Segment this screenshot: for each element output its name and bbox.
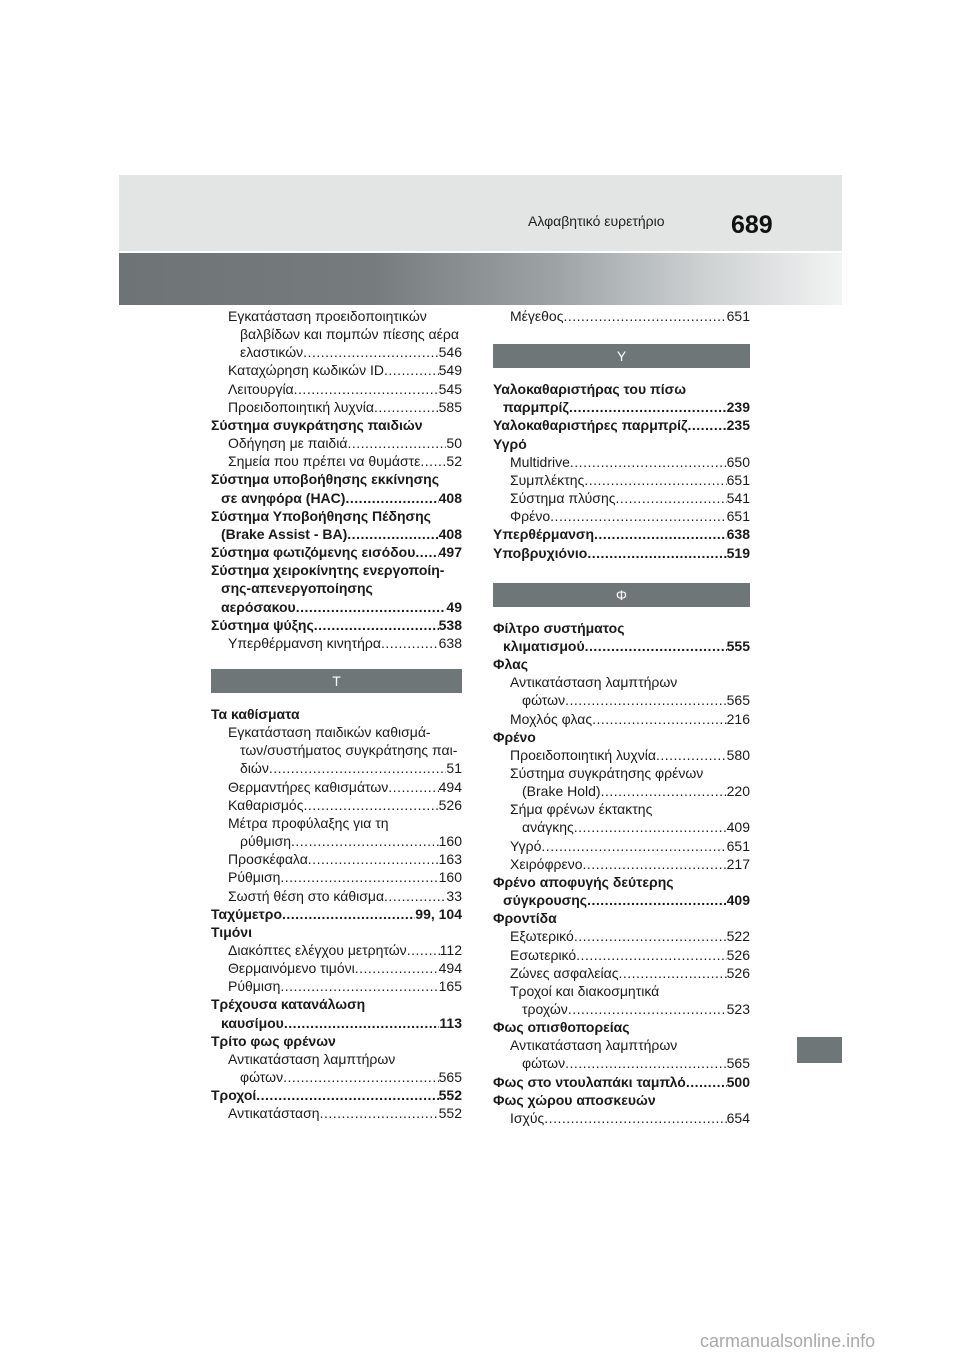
index-heading: σε ανηφόρα (HAC) ..... 408 <box>211 489 462 507</box>
index-entry: τροχών ..... 523 <box>493 1000 750 1018</box>
dot-leader <box>585 637 727 655</box>
index-heading: Υποβρυχιόνιο ..... 519 <box>493 544 750 562</box>
dot-leader <box>388 778 438 796</box>
index-entry: Υπερθέρμανση κινητήρα ..... 638 <box>211 634 462 652</box>
page-ref: 552 <box>438 1087 462 1104</box>
page-ref: 638 <box>726 526 750 543</box>
page-ref: 565 <box>726 1055 750 1072</box>
index-entry: φώτων ..... 565 <box>493 691 750 709</box>
page-ref: 497 <box>438 544 462 561</box>
index-heading: Ταχύμετρο ..... 99, 104 <box>211 905 462 923</box>
index-heading: αερόσακου ..... 49 <box>211 598 462 616</box>
dot-leader <box>656 746 727 764</box>
index-entry: Τροχοί και διακοσμητικά <box>510 982 660 999</box>
page-ref: 408 <box>438 525 462 542</box>
index-heading: Φρένο <box>493 728 536 745</box>
page-ref: 552 <box>438 1105 462 1122</box>
dot-leader <box>407 941 440 959</box>
dot-leader <box>415 543 438 561</box>
dot-leader <box>594 525 727 543</box>
dot-leader <box>347 525 438 543</box>
index-entry: Καθαρισμός ..... 526 <box>211 796 462 814</box>
index-entry: φώτων ..... 565 <box>493 1054 750 1072</box>
index-entry: ανάγκης ..... 409 <box>493 818 750 836</box>
index-entry: Σήμα φρένων έκτακτης <box>510 801 653 818</box>
page-ref: 33 <box>446 887 462 904</box>
index-heading: Τρίτο φως φρένων <box>211 1032 336 1049</box>
page-ref: 585 <box>438 398 462 415</box>
index-entry: των/συστήματος συγκράτησης παι- <box>240 742 458 759</box>
index-heading: Φως στο ντουλαπάκι ταμπλό ..... 500 <box>493 1073 750 1091</box>
index-entry: Αντικατάσταση ..... 552 <box>211 1104 462 1122</box>
index-entry: φώτων ..... 565 <box>211 1068 462 1086</box>
dot-leader <box>314 616 439 634</box>
page-ref: 651 <box>726 471 750 488</box>
index-entry: Προειδοποιητική λυχνία ..... 585 <box>211 398 462 416</box>
dot-leader <box>282 905 415 923</box>
index-heading: Τρέχουσα κατανάλωση <box>211 996 366 1013</box>
index-heading: Φως οπισθοπορείας <box>493 1019 630 1036</box>
page-ref: 523 <box>726 1001 750 1017</box>
dot-leader <box>256 1086 438 1104</box>
page-ref: 538 <box>438 616 462 633</box>
index-entry: Φρένο ..... 651 <box>493 507 750 525</box>
page-ref: 112 <box>439 942 462 958</box>
index-entry: Διακόπτες ελέγχου μετρητών ..... 112 <box>211 941 462 959</box>
page-ref: 522 <box>726 928 750 945</box>
index-entry: ρύθμιση ..... 160 <box>211 832 462 850</box>
index-heading: Τιμόνι <box>211 923 252 940</box>
letter-section-bar: Τ <box>211 669 462 693</box>
index-heading: καυσίμου ..... 113 <box>211 1014 462 1032</box>
page-ref: 546 <box>438 344 462 361</box>
dot-leader <box>384 887 446 905</box>
index-entry: Συμπλέκτης ..... 651 <box>493 471 750 489</box>
index-heading: Φροντίδα <box>493 910 557 927</box>
page-ref: 216 <box>726 710 750 727</box>
dot-leader <box>347 434 446 452</box>
page-ref: 409 <box>726 819 750 836</box>
letter-section-bar: Υ <box>493 344 750 368</box>
index-entry: Σύστημα πλύσης ..... 541 <box>493 489 750 507</box>
index-heading: Υαλοκαθαριστήρας του πίσω <box>493 381 687 398</box>
index-heading: Φως χώρου αποσκευών <box>493 1091 656 1108</box>
index-entry: Μέγεθος ..... 651 <box>493 307 750 325</box>
index-heading: Υαλοκαθαριστήρες παρμπρίζ ..... 235 <box>493 416 750 434</box>
index-entry: Μοχλός φλας ..... 216 <box>493 710 750 728</box>
index-heading: Σύστημα συγκράτησης παιδιών <box>211 416 423 433</box>
dot-leader <box>283 1068 439 1086</box>
page-ref: 654 <box>726 1109 750 1126</box>
index-column-left <box>211 307 462 1123</box>
dot-leader <box>345 489 438 507</box>
dot-leader <box>570 453 727 471</box>
page-ref: 160 <box>438 833 462 850</box>
dot-leader <box>574 818 727 836</box>
page-ref: 580 <box>726 746 750 763</box>
index-entry: Μέτρα προφύλαξης για τη <box>228 814 389 831</box>
page-ref: 549 <box>438 362 462 379</box>
index-entry: Υγρό ..... 651 <box>493 837 750 855</box>
index-entry: Σημεία που πρέπει να θυμάστε ..... 52 <box>211 452 462 470</box>
dot-leader <box>544 1109 726 1127</box>
index-heading: Τροχοί ..... 552 <box>211 1086 462 1104</box>
index-entry: διών ..... 51 <box>211 759 462 777</box>
index-heading: κλιματισμού ..... 555 <box>493 637 750 655</box>
page-ref: 541 <box>726 490 750 507</box>
page-ref: 49 <box>446 598 462 615</box>
dot-leader <box>355 959 439 977</box>
index-entry: Προειδοποιητική λυχνία ..... 580 <box>493 746 750 764</box>
index-heading: Φρένο αποφυγής δεύτερης <box>493 873 674 890</box>
dot-leader <box>303 796 438 814</box>
page-ref: 526 <box>438 796 462 813</box>
index-entry: Ρύθμιση ..... 165 <box>211 977 462 995</box>
dot-leader <box>568 1000 727 1018</box>
index-entry: Αντικατάσταση λαμπτήρων <box>510 1037 678 1054</box>
page-ref: 526 <box>726 946 750 963</box>
dot-leader <box>592 710 727 728</box>
dot-leader <box>284 1014 440 1032</box>
index-heading: σης-απενεργοποίησης <box>221 580 373 597</box>
index-heading: Υπερθέρμανση ..... 638 <box>493 525 750 543</box>
index-heading: Σύστημα ψύξης ..... 538 <box>211 616 462 634</box>
dot-leader <box>280 977 438 995</box>
page-ref: 113 <box>439 1014 462 1031</box>
index-entry: Σωστή θέση στο κάθισμα ..... 33 <box>211 887 462 905</box>
index-heading: Σύστημα Υποβοήθησης Πέδησης <box>211 507 431 524</box>
index-column-right <box>493 307 750 1127</box>
index-heading: Υγρό <box>493 435 527 452</box>
page-ref: 519 <box>726 544 750 561</box>
index-heading: (Brake Assist - BA) ..... 408 <box>211 525 462 543</box>
dot-leader <box>618 964 726 982</box>
index-entry: Καταχώρηση κωδικών ID ..... 549 <box>211 361 462 379</box>
page-ref: 409 <box>726 892 750 909</box>
dot-leader <box>280 868 438 886</box>
page-ref: 651 <box>726 837 750 854</box>
index-entry: Ζώνες ασφαλείας ..... 526 <box>493 964 750 982</box>
dot-leader <box>269 759 447 777</box>
dot-leader <box>374 398 439 416</box>
dot-leader <box>296 598 447 616</box>
dot-leader <box>303 343 438 361</box>
page-ref: 638 <box>438 634 462 651</box>
page-ref: 651 <box>726 308 750 324</box>
page-ref: 555 <box>726 637 750 654</box>
page-ref: 160 <box>438 869 462 886</box>
dot-leader <box>601 782 727 800</box>
page-ref: 494 <box>438 778 462 795</box>
dot-leader <box>320 1104 439 1122</box>
index-entry: Χειρόφρενο ..... 217 <box>493 855 750 873</box>
page-ref: 239 <box>726 399 750 416</box>
index-entry: Αντικατάσταση λαμπτήρων <box>228 1050 396 1067</box>
dot-leader <box>587 891 727 909</box>
page-ref: 526 <box>726 964 750 981</box>
index-heading: Φλας <box>493 656 528 673</box>
page-ref: 165 <box>438 978 462 995</box>
index-entry: Multidrive ..... 650 <box>493 453 750 471</box>
dot-leader <box>583 855 727 873</box>
page-ref: 494 <box>438 960 462 977</box>
dot-leader <box>550 507 726 525</box>
page-ref: 565 <box>438 1069 462 1086</box>
page-ref: 651 <box>726 508 750 525</box>
section-title: Αλφαβητικό ευρετήριο <box>528 213 665 229</box>
index-entry: Σύστημα συγκράτησης φρένων <box>510 764 704 781</box>
page-ref: 99, 104 <box>415 905 462 922</box>
index-heading: Σύστημα υποβοήθησης εκκίνησης <box>211 471 439 488</box>
index-heading: Σύστημα χειροκίνητης ενεργοποίη- <box>211 562 445 579</box>
index-heading: Τα καθίσματα <box>211 705 300 722</box>
index-entry: Ισχύς ..... 654 <box>493 1109 750 1127</box>
dot-leader <box>381 634 439 652</box>
page-ref: 545 <box>438 380 462 397</box>
index-entry: Οδήγηση με παιδιά ..... 50 <box>211 434 462 452</box>
dot-leader <box>687 416 726 434</box>
letter-section-bar: Φ <box>493 583 750 607</box>
dot-leader <box>420 452 446 470</box>
dot-leader <box>294 380 439 398</box>
thumb-index-tab <box>797 1037 842 1063</box>
page-ref: 52 <box>446 453 462 470</box>
dot-leader <box>615 489 726 507</box>
dot-leader <box>384 361 439 379</box>
dot-leader <box>576 946 726 964</box>
dot-leader <box>308 850 439 868</box>
page-ref: 408 <box>438 489 462 506</box>
header-gradient-bar <box>119 253 842 305</box>
index-entry: Θερμαντήρες καθισμάτων ..... 494 <box>211 778 462 796</box>
page-ref: 220 <box>726 783 750 800</box>
page-ref: 50 <box>446 435 462 452</box>
dot-leader <box>291 832 439 850</box>
page-ref: 163 <box>438 851 462 868</box>
dot-leader <box>686 1073 727 1091</box>
index-heading: σύγκρουσης ..... 409 <box>493 891 750 909</box>
dot-leader <box>563 307 726 325</box>
index-entry: Ρύθμιση ..... 160 <box>211 868 462 886</box>
index-entry: Προσκέφαλα ..... 163 <box>211 850 462 868</box>
index-entry: (Brake Hold) ..... 220 <box>493 782 750 800</box>
dot-leader <box>565 1054 727 1072</box>
index-entry: Θερμαινόμενο τιμόνι ..... 494 <box>211 959 462 977</box>
dot-leader <box>565 691 727 709</box>
page-ref: 500 <box>726 1073 750 1090</box>
page-ref: 565 <box>726 692 750 709</box>
index-heading: Φίλτρο συστήματος <box>493 619 625 636</box>
index-entry: ελαστικών ..... 546 <box>211 343 462 361</box>
dot-leader <box>574 927 727 945</box>
page-number: 689 <box>731 211 773 239</box>
index-heading: παρμπρίζ ..... 239 <box>493 398 750 416</box>
page-ref: 235 <box>726 417 750 434</box>
dot-leader <box>569 398 727 416</box>
index-entry: Εγκατάσταση παιδικών καθισμά- <box>228 724 431 741</box>
dot-leader <box>587 544 726 562</box>
index-entry: Λειτουργία ..... 545 <box>211 380 462 398</box>
index-entry: βαλβίδων και πομπών πίεσης αέρα <box>240 326 459 343</box>
index-entry: Εξωτερικό ..... 522 <box>493 927 750 945</box>
index-heading: Σύστημα φωτιζόμενης εισόδου ..... 497 <box>211 543 462 561</box>
page-ref: 51 <box>446 760 462 777</box>
watermark: carmanualsonline.info <box>700 1331 876 1351</box>
dot-leader <box>584 471 726 489</box>
dot-leader <box>541 837 726 855</box>
index-entry: Εσωτερικό ..... 526 <box>493 946 750 964</box>
index-entry: Εγκατάσταση προειδοποιητικών <box>228 308 427 324</box>
page-ref: 650 <box>726 453 750 470</box>
index-entry: Αντικατάσταση λαμπτήρων <box>510 674 678 691</box>
page-ref: 217 <box>726 855 750 872</box>
